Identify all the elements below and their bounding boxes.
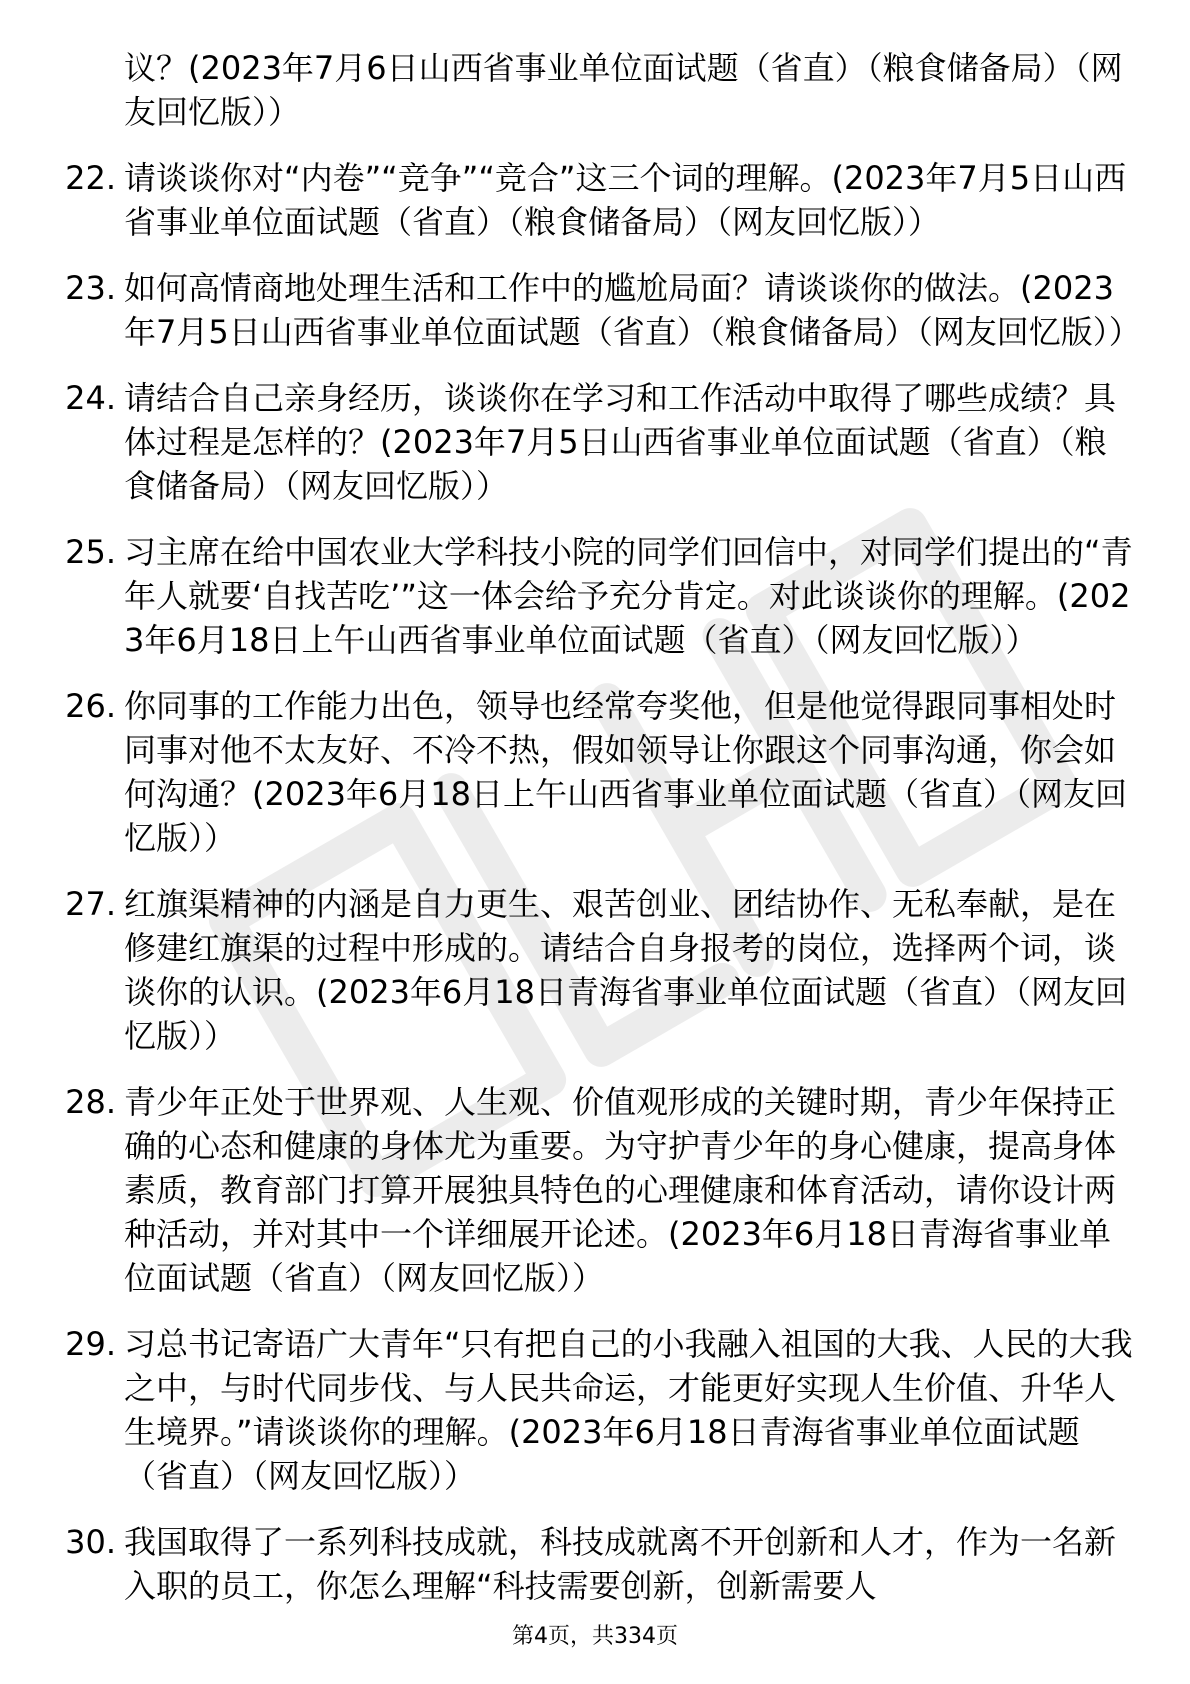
item-number: 26. bbox=[65, 687, 116, 725]
item-number: 24. bbox=[65, 379, 116, 417]
item-text: 我国取得了一系列科技成就，科技成就离不开创新和人才，作为一名新入职的员工，你怎么理解“科技需要创新，创新需要人 bbox=[124, 1523, 1117, 1605]
item-number: 30. bbox=[65, 1523, 116, 1561]
item-number: 27. bbox=[65, 885, 116, 923]
item-number: 29. bbox=[65, 1325, 116, 1363]
item-text: 你同事的工作能力出色，领导也经常夸奖他，但是他觉得跟同事相处时同事对他不太友好、不冷不热，假如领导让你跟这个同事沟通，你会如何沟通？(2023年6月18日上午山西省事业单位面试题（省直）（网友回忆版）） bbox=[124, 687, 1128, 857]
item-number: 25. bbox=[65, 533, 116, 571]
item-number: 28. bbox=[65, 1083, 116, 1121]
page-footer: 第4页，共334页 bbox=[512, 1624, 678, 1649]
list-item bbox=[48, 156, 1138, 244]
list-item bbox=[48, 46, 1138, 134]
list-item bbox=[48, 1322, 1138, 1498]
list-item bbox=[48, 684, 1138, 860]
list-item bbox=[48, 266, 1141, 354]
list-item bbox=[48, 530, 1138, 662]
item-number: 22. bbox=[65, 159, 116, 197]
item-text: 议？(2023年7月6日山西省事业单位面试题（省直）（粮食储备局）（网友回忆版）） bbox=[124, 49, 1123, 131]
list-item bbox=[48, 882, 1138, 1058]
list-item bbox=[48, 1520, 1138, 1608]
item-text: 红旗渠精神的内涵是自力更生、艰苦创业、团结协作、无私奉献，是在修建红旗渠的过程中形成的。请结合自身报考的岗位，选择两个词，谈谈你的认识。(2023年6月18日青海省事业单位面试题（省直）（网友回忆版）） bbox=[124, 885, 1128, 1055]
question-list bbox=[48, 46, 1141, 1630]
item-text: 请结合自己亲身经历，谈谈你在学习和工作活动中取得了哪些成绩？具体过程是怎样的？(2023年7月5日山西省事业单位面试题（省直）（粮食储备局）（网友回忆版）） bbox=[124, 379, 1117, 505]
item-text: 习主席在给中国农业大学科技小院的同学们回信中，对同学们提出的“青年人就要‘自找苦吃’”这一体会给予充分肯定。对此谈谈你的理解。(2023年6月18日上午山西省事业单位面试题（省直）（网友回忆版）） bbox=[124, 533, 1133, 659]
item-text: 青少年正处于世界观、人生观、价值观形成的关键时期，青少年保持正确的心态和健康的身体尤为重要。为守护青少年的身心健康，提高身体素质，教育部门打算开展独具特色的心理健康和体育活动，请你设计两种活动，并对其中一个详细展开论述。(2023年6月18日青海省事业单位面试题（省直）（网友回忆版）） bbox=[124, 1083, 1117, 1297]
item-text: 如何高情商地处理生活和工作中的尴尬局面？请谈谈你的做法。(2023年7月5日山西省事业单位面试题（省直）（粮食储备局）（网友回忆版）） bbox=[124, 269, 1141, 351]
list-item bbox=[48, 1080, 1138, 1300]
item-text: 习总书记寄语广大青年“只有把自己的小我融入祖国的大我、人民的大我之中，与时代同步伐、与人民共命运，才能更好实现人生价值、升华人生境界。”请谈谈你的理解。(2023年6月18日青海省事业单位面试题（省直）（网友回忆版）） bbox=[124, 1325, 1133, 1495]
list-item bbox=[48, 376, 1138, 508]
item-text: 请谈谈你对“内卷”“竞争”“竞合”这三个词的理解。(2023年7月5日山西省事业单位面试题（省直）（粮食储备局）（网友回忆版）） bbox=[124, 159, 1127, 241]
item-number: 23. bbox=[65, 269, 116, 307]
